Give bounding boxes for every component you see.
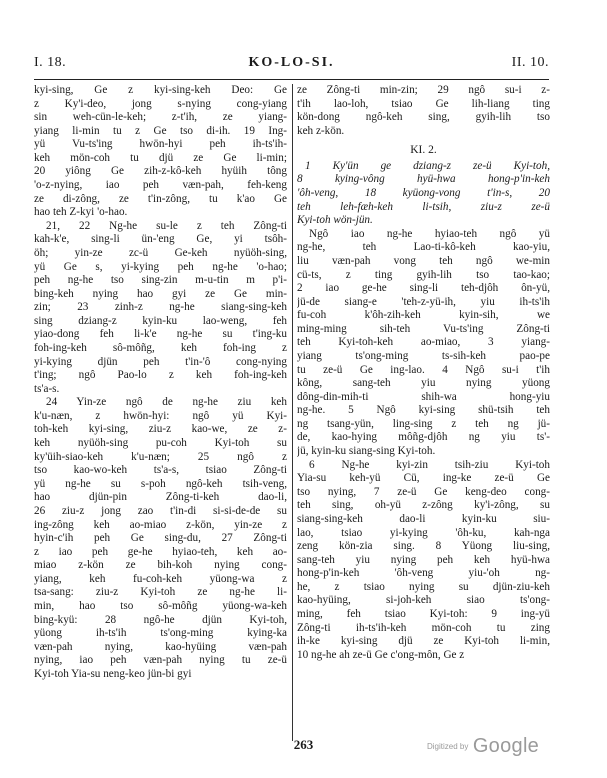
text-line: t'ing; ngô Pao-lo z keh foh-ing-keh bbox=[34, 369, 287, 382]
text-line: yü ng-he su s-poh ngô-keh tsih-veng, bbox=[34, 477, 287, 490]
text-line: fu-coh k'ôh-zih-keh kyin-sih, we bbox=[297, 309, 550, 322]
text-line: miao z-kön ze bih-koh nying cong- bbox=[34, 559, 287, 572]
chapter-summary bbox=[297, 160, 550, 228]
header-right-reference: II. 10. bbox=[511, 55, 549, 70]
text-line: de, kao-hying môñg-djôh ng yiu ts'- bbox=[297, 431, 550, 444]
header-book-title: KO-LO-SI. bbox=[248, 55, 335, 70]
right-column-body-text bbox=[297, 228, 550, 663]
text-line: ts'a-s. bbox=[34, 382, 60, 395]
text-line: he, z tsiao nying su djün-ziu-keh bbox=[297, 580, 550, 593]
text-line: yiang, keh fu-coh-keh yüong-wa z bbox=[34, 572, 287, 585]
text-line: ing-zông keh ao-miao z-kön, yin-ze z bbox=[34, 518, 287, 531]
watermark-small-text: Digitized by bbox=[427, 742, 469, 751]
text-line: ng tsang-yün, ling-sing z teh ng jü- bbox=[297, 417, 550, 430]
digitized-by-google-watermark bbox=[427, 735, 539, 758]
text-line: 24 Yin-ze ngô de ng-he ziu keh bbox=[46, 396, 287, 409]
text-line: liu væn-pah vong teh ngô we-min bbox=[297, 254, 550, 267]
text-line: bing-keh nying hao gyi ze Ge min- bbox=[34, 287, 287, 300]
text-line: sin weh-cün-le-keh; z-t'ih, ze yiang- bbox=[34, 111, 287, 124]
text-line: 10 ng-he ah ze-ü Ge c'ong-môn, Ge z bbox=[297, 648, 465, 661]
page-number: 263 bbox=[293, 737, 314, 752]
text-line: 21, 22 Ng-he su-le z teh Zông-ti bbox=[46, 219, 287, 232]
text-line: jü, kyin-ku siang-sing Kyi-toh. bbox=[297, 445, 436, 458]
right-column-top-text bbox=[297, 84, 550, 138]
text-line: ze di-zông, ze t'in-zông, tu k'ao Ge bbox=[34, 192, 287, 205]
text-line: sing dziang-z kyin-ku lao-weng, feh bbox=[34, 314, 287, 327]
text-line: hao djün-pin Zông-ti-keh dao-li, bbox=[34, 491, 287, 504]
right-text-column bbox=[297, 84, 550, 662]
text-line: Ngô iao ng-he hyiao-teh ngô yü bbox=[309, 227, 550, 240]
text-line: teh leh-fæh-keh li-tsih, ziu-z ze-ü bbox=[297, 200, 550, 213]
left-text-column bbox=[34, 84, 287, 681]
text-line: yiao-dong feh li-k'e ng-he su t'ing-ku bbox=[34, 328, 287, 341]
text-line: z iao peh ge-he hyiao-teh, keh ao- bbox=[34, 545, 287, 558]
text-line: teh sing, oh-yü z-zông ky'i-zông, su bbox=[297, 499, 550, 512]
text-line: tsa-sang: ziu-z Kyi-toh ze ng-he li- bbox=[34, 586, 287, 599]
text-line: teh Kyi-toh-keh ao-miao, 3 yiang- bbox=[297, 336, 550, 349]
column-divider bbox=[292, 84, 293, 741]
text-line: yiang ts'ong-ming ts-sih-keh pao-pe bbox=[297, 349, 550, 362]
text-line: 1 Ky'ün ge dziang-z ze-ü Kyi-toh, bbox=[305, 159, 550, 172]
text-line: 2 iao ge-he sing-li teh-djôh ôn-yü, bbox=[297, 282, 550, 295]
text-line: hao teh Z-kyi 'o-hao. bbox=[34, 206, 128, 219]
text-line: nying, iao peh væn-pah nying tu ze-ü bbox=[34, 654, 287, 667]
text-line: bing-kyü: 28 ngô-he djün Kyi-toh, bbox=[34, 613, 287, 626]
text-line: ih-ke kyi-sing djü ze Kyi-toh li-min, bbox=[297, 635, 550, 648]
text-line: yi-kying djün peh t'in-'ô cong-nying bbox=[34, 355, 287, 368]
google-logo-text: Google bbox=[472, 735, 540, 757]
text-line: yiang li-min tu z Ge tso di-ih. 19 Ing- bbox=[34, 124, 287, 137]
text-line: zeng kön-zia sing. 8 Yüong liu-sing, bbox=[297, 540, 550, 553]
text-line: siang-sing-keh dao-li kyin-ku siu- bbox=[297, 512, 550, 525]
text-line: tso kao-wo-keh ts'a-s, tsiao Zông-ti bbox=[34, 464, 287, 477]
text-line: kön-dong ngô-keh sing, gyih-lih tso bbox=[297, 111, 550, 124]
text-line: keh nyüöh-sing pu-coh Kyi-toh su bbox=[34, 437, 287, 450]
text-line: kyi-sing, Ge z kyi-sing-keh Deo: Ge bbox=[34, 84, 287, 96]
text-line: Kyi-toh Yia-su neng-keo jün-bi gyi bbox=[34, 667, 192, 680]
text-line: 'o-z-nying, iao peh væn-pah, feh-keng bbox=[34, 179, 287, 192]
text-line: z Ky'i-deo, jong s-nying cong-yiang bbox=[34, 97, 287, 110]
text-line: keh z-kön. bbox=[297, 124, 345, 137]
text-line: dông-din-mih-ti shih-wa hong-yiu bbox=[297, 390, 550, 403]
text-line: ng-he. 5 Ngô kyi-sing shü-tsih teh bbox=[297, 404, 550, 417]
text-line: væn-pah nying, kao-hyüing væn-pah bbox=[34, 640, 287, 653]
text-line: yü Vu-ts'ing hwön-hyi peh ih-ts'ih- bbox=[34, 138, 287, 151]
text-line: toh-keh kyi-sing, ziu-z kao-we, ze z- bbox=[34, 423, 287, 436]
text-line: hong-p'in-keh 'ôh-veng yiu-'oh ng- bbox=[297, 567, 550, 580]
text-line: t'ih lao-loh, tsiao Ge lih-liang ting bbox=[297, 97, 550, 110]
text-line: zin; 23 zinh-z ng-he siang-sing-keh bbox=[34, 301, 287, 314]
text-line: kao-hyüing, si-joh-keh siao ts'ong- bbox=[297, 594, 550, 607]
text-line: 20 yiông Ge zih-z-kô-keh hyüih tông bbox=[34, 165, 287, 178]
text-line: hyin-c'ih peh Ge sing-du, 27 Zông-ti bbox=[34, 532, 287, 545]
text-line: öh; yin-ze zc-ü Ge-keh nyüöh-sing, bbox=[34, 246, 287, 259]
text-line: ky'üih-siao-keh k'u-næn; 25 ngô z bbox=[34, 450, 287, 463]
text-line: yü Ge s, yi-kying peh ng-he 'o-hao; bbox=[34, 260, 287, 273]
header-rule bbox=[34, 79, 549, 80]
header-left-reference: I. 18. bbox=[34, 55, 67, 70]
text-line: Kyi-toh wön-jün. bbox=[297, 214, 373, 227]
text-line: ze Zông-ti min-zin; 29 ngô su-i z- bbox=[297, 84, 550, 96]
text-line: keh mön-coh tu djü ze Ge li-min; bbox=[34, 151, 287, 164]
text-line: kah-k'e, sing-li ün-'eng Ge, yi tsôh- bbox=[34, 233, 287, 246]
text-line: Zông-ti ih-ts'ih-keh mön-coh tu zing bbox=[297, 621, 550, 634]
text-line: 6 Ng-he kyi-zin tsih-ziu Kyi-toh bbox=[309, 458, 550, 471]
text-line: tu ze-ü Ge ing-lao. 4 Ngô su-i t'ih bbox=[297, 363, 550, 376]
text-line: k'u-næn, z hwön-hyi: ngô yü Kyi- bbox=[34, 409, 287, 422]
text-line: sang-teh yiu nying peh keh hyü-hwa bbox=[297, 553, 550, 566]
text-line: jü-de siang-e 'teh-z-yü-ih, yiu ih-ts'ih bbox=[297, 295, 550, 308]
text-line: ming-ming sih-teh Vu-ts'ing Zông-ti bbox=[297, 322, 550, 335]
text-line: foh-ing-keh sô-môñg, keh foh-ing z bbox=[34, 341, 287, 354]
text-line: 'ôh-veng, 18 kyüong-vong t'in-s, 20 bbox=[297, 187, 550, 200]
text-line: 8 kying-vông hyü-hwa hong-p'in-keh bbox=[297, 173, 550, 186]
text-line: cü-ts, z ting gyih-lih tso tao-kao; bbox=[297, 268, 550, 281]
text-line: kông, sang-teh yiu nying yüong bbox=[297, 377, 550, 390]
text-line: tso nying, 7 ze-ü Ge keng-deo cong- bbox=[297, 485, 550, 498]
running-header bbox=[34, 55, 549, 77]
text-line: ng-he, teh Lao-ti-kô-keh kao-yiu, bbox=[297, 241, 550, 254]
chapter-heading: KI. 2. bbox=[410, 144, 437, 157]
text-line: ming, feh tsiao Kyi-toh: 9 ing-yü bbox=[297, 607, 550, 620]
text-line: lao, tsiao yi-kying 'ôh-ku, kah-nga bbox=[297, 526, 550, 539]
text-line: min, hao tso sô-môñg yüong-wa-keh bbox=[34, 599, 287, 612]
text-line: yüong ih-ts'ih ts'ong-ming kying-ka bbox=[34, 627, 287, 640]
text-line: peh ng-he tso sing-zin m-u-tin m p'i- bbox=[34, 274, 287, 287]
text-line: Yia-su keh-yü Cü, ing-ke ze-ü Ge bbox=[297, 472, 550, 485]
text-line: 26 ziu-z jong zao t'in-di si-si-de-de su bbox=[34, 504, 287, 517]
